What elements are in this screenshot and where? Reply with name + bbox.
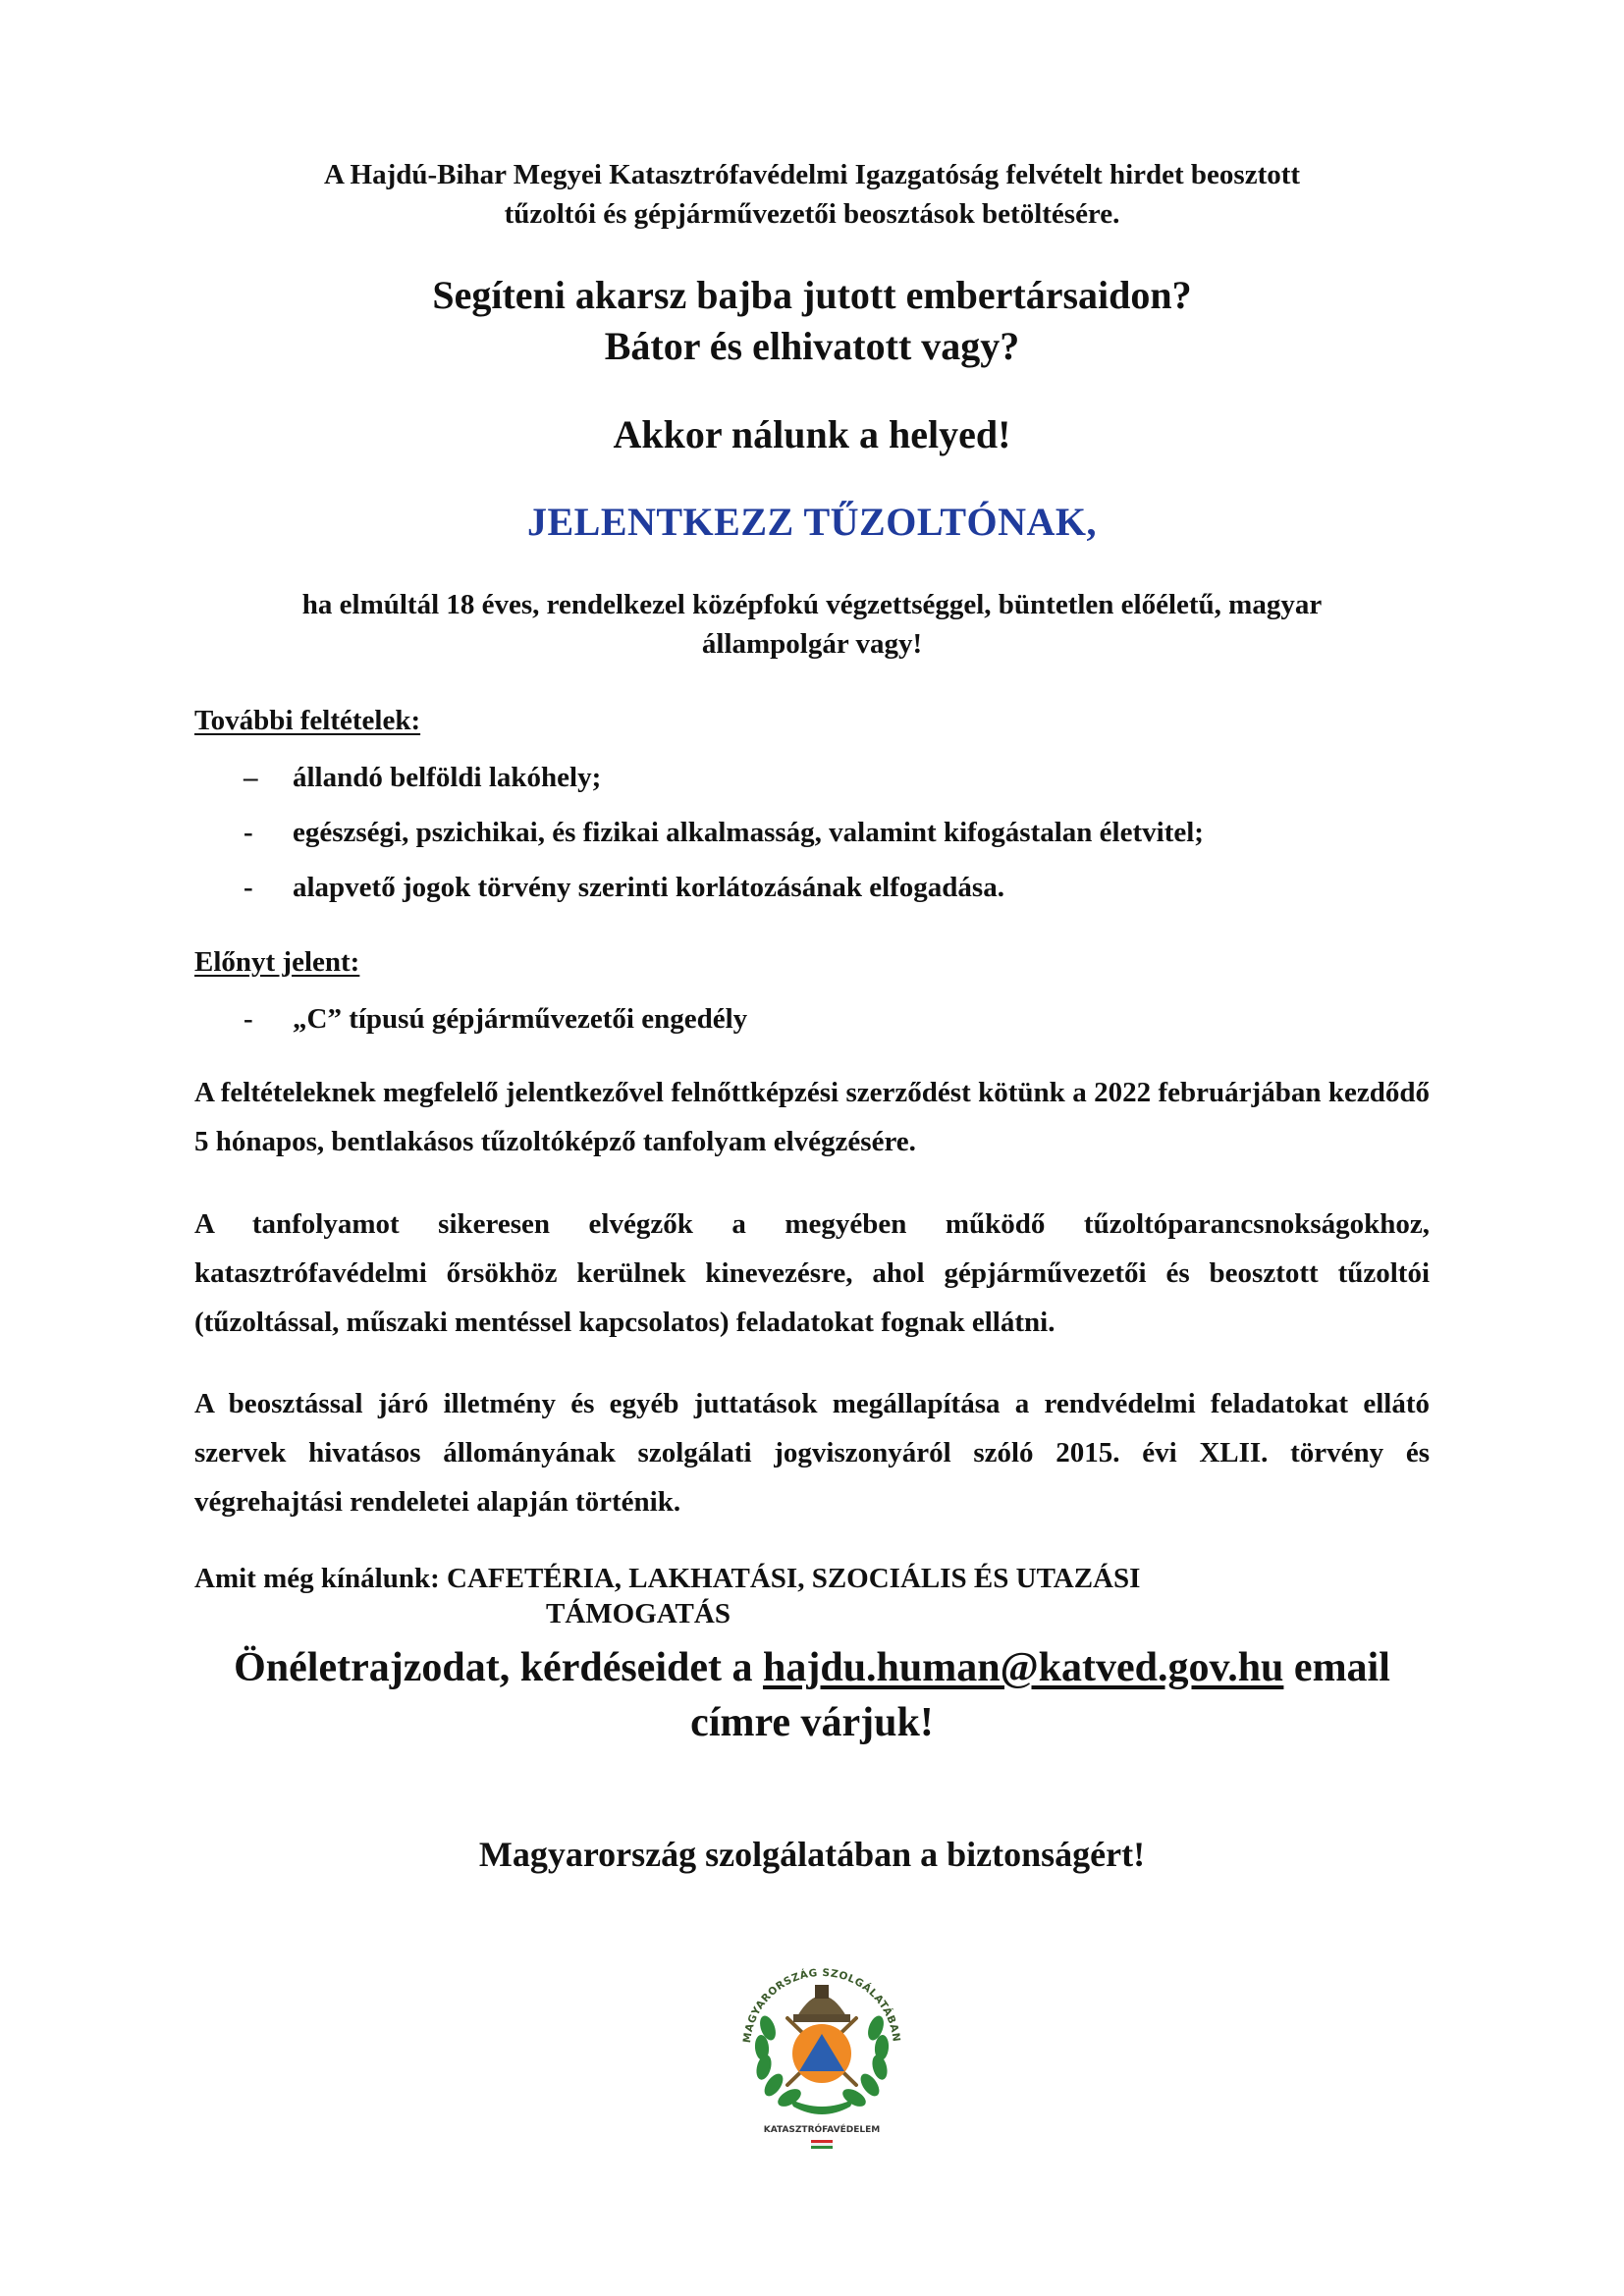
contact-line-2: címre várjuk! (690, 1700, 934, 1745)
condition-item: egészségi, pszichikai, és fizikai alkalmasság, valamint kifogástalan életvitel; (293, 817, 1204, 848)
contact-prefix: Önéletrajzodat, kérdéseidet a (234, 1645, 753, 1690)
intro-line-1: A Hajdú-Bihar Megyei Katasztrófavédelmi Igazgatóság felvételt hirdet beosztott (323, 159, 1301, 190)
offer-line-1: Amit még kínálunk: CAFETÉRIA, LAKHATÁSI, SZOCIÁLIS ÉS UTAZÁSI (194, 1563, 1141, 1594)
headline-answer: Akkor nálunk a helyed! (613, 412, 1011, 456)
paragraph-appointment: A tanfolyamot sikeresen elvégzők a megyében működő tűzoltóparancsnokságokhoz, katasztrófavédelmi őrsökhöz kerülnek kinevezésre, ahol gépjárművezetői és beosztott tűzoltói (tűzoltással, műszaki mentéssel kapcsolatos) feladatokat fognak ellátni. (194, 1208, 1430, 1338)
advantage-item: „C” típusú gépjárművezetői engedély (293, 1003, 748, 1035)
logo-emblem-icon (729, 1938, 915, 2163)
headline-question-2: Bátor és elhivatott vagy? (604, 324, 1020, 368)
call-to-action: JELENTKEZZ TŰZOLTÓNAK, (526, 500, 1098, 544)
svg-text:MAGYARORSZÁG SZOLGÁLATÁBAN A B: MAGYARORSZÁG SZOLGÁLATÁBAN (741, 1966, 902, 2044)
headline-question-1: Segíteni akarsz bajba jutott embertársaidon? (432, 273, 1192, 317)
further-conditions-title: További feltételek: (194, 705, 421, 736)
condition-item: állandó belföldi lakóhely; (293, 762, 602, 793)
advantage-title: Előnyt jelent: (194, 946, 360, 978)
bullet-marker: - (244, 817, 253, 848)
email-link[interactable]: hajdu.human@katved.gov.hu (762, 1645, 1284, 1690)
condition-item: alapvető jogok törvény szerinti korlátozásának elfogadása. (293, 872, 1004, 903)
bullet-marker: - (244, 872, 253, 903)
conditions-text (0, 585, 1624, 664)
contact-line-1 (0, 1641, 1624, 1694)
svg-text:KATASZTRÓFAVÉDELEM: KATASZTRÓFAVÉDELEM (763, 2125, 881, 2135)
paragraph-salary: A beosztással járó illetmény és egyéb juttatások megállapítása a rendvédelmi feladatokat ellátó szervek hivatásos állományának szolgálati jogviszonyáról szóló 2015. évi XLII. törvény és végrehajtási rendeletei alapján történik. (194, 1388, 1430, 1518)
contact-suffix: email (1293, 1645, 1390, 1690)
paragraph-training: A feltételeknek megfelelő jelentkezővel felnőttképzési szerződést kötünk a 2022 februárjában kezdődő 5 hónapos, bentlakásos tűzoltóképző tanfolyam elvégzésére. (194, 1077, 1430, 1157)
motto: Magyarország szolgálatában a biztonságért! (478, 1835, 1146, 1874)
offer-line-2: TÁMOGATÁS (546, 1598, 731, 1629)
conditions-line-2: állampolgár vagy! (701, 628, 923, 660)
intro-line-2: tűzoltói és gépjárművezetői beosztások betöltésére. (504, 198, 1120, 230)
bullet-marker: - (244, 1003, 253, 1035)
katasztrofavedelem-logo (729, 1938, 915, 2163)
bullet-marker: – (244, 762, 258, 793)
conditions-line-1: ha elmúltál 18 éves, rendelkezel középfokú végzettséggel, büntetlen előéletű, magyar (301, 589, 1323, 620)
intro-text (0, 155, 1624, 234)
